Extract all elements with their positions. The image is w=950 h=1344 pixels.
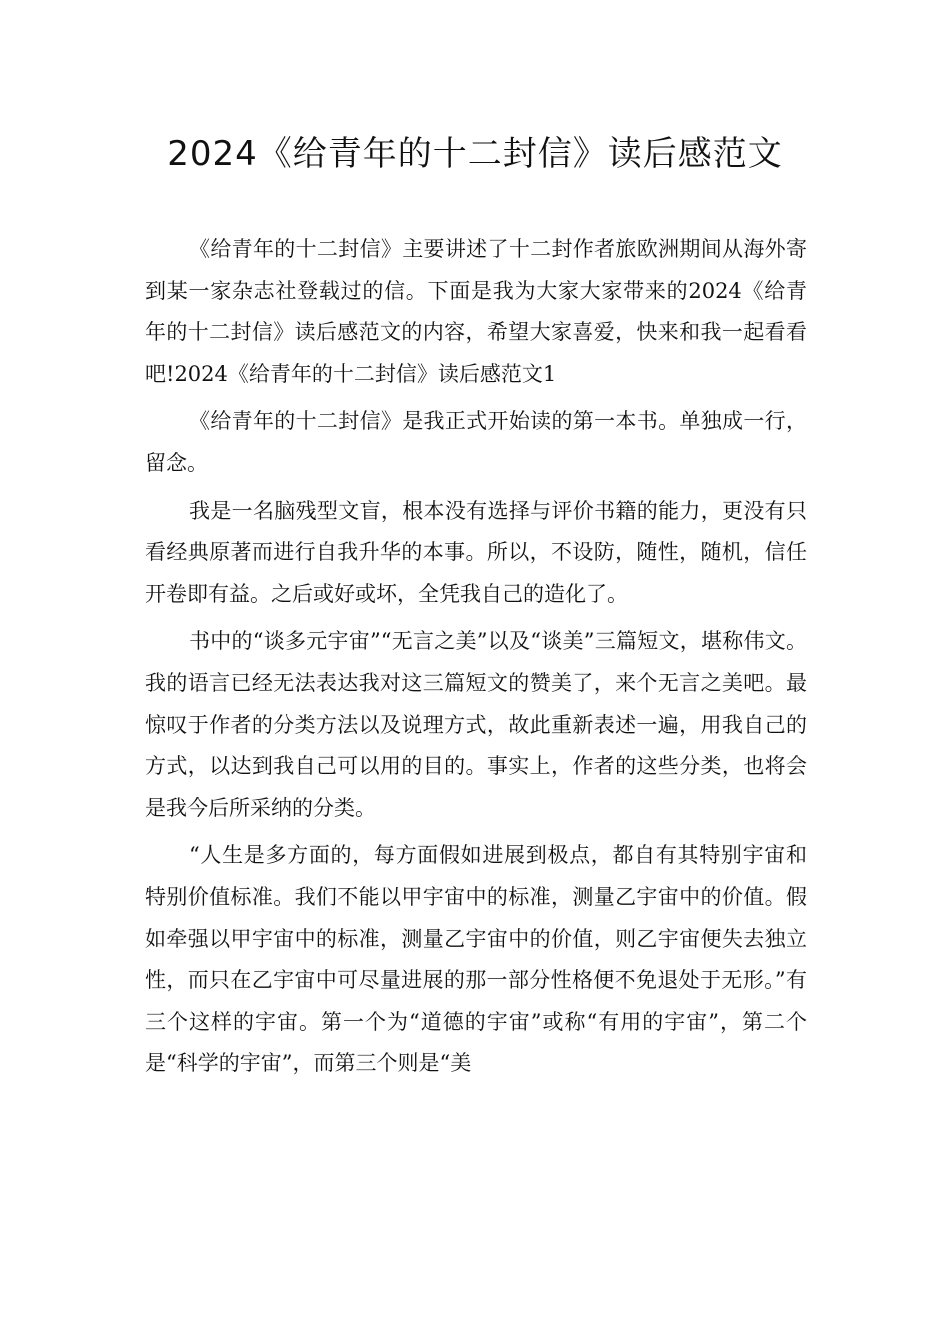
paragraph-first-book: 《给青年的十二封信》是我正式开始读的第一本书。单独成一行，留念。	[145, 409, 807, 475]
paragraph-self-description: 我是一名脑残型文盲，根本没有选择与评价书籍的能力，更没有只看经典原著而进行自我升华的本事。所以，不设防，随性，随机，信任开卷即有益。之后或好或坏，全凭我自己的造化了。	[145, 498, 807, 606]
paragraph-intro: 《给青年的十二封信》主要讲述了十二封作者旅欧洲期间从海外寄到某一家杂志社登载过的信。下面是我为大家大家带来的2024《给青年的十二封信》读后感范文的内容，希望大家喜爱，快来和我一起看看吧!2024《给青年的十二封信》读后感范文1	[145, 237, 807, 386]
document-body	[145, 229, 807, 1085]
document-title: 2024《给青年的十二封信》读后感范文	[167, 134, 783, 174]
paragraph-quote-universes: “人生是多方面的，每方面假如进展到极点，都自有其特别宇宙和特别价值标准。我们不能以甲宇宙中的标准，测量乙宇宙中的价值。假如牵强以甲宇宙中的标准，测量乙宇宙中的价值，则乙宇宙便失去独立性，而只在乙宇宙中可尽量进展的那一部分性格便不免退处于无形。”有三个这样的宇宙。第一个为“道德的宇宙”或称“有用的宇宙”，第二个是“科学的宇宙”，而第三个则是“美	[145, 843, 807, 1076]
paragraph-three-essays: 书中的“谈多元宇宙”“无言之美”以及“谈美”三篇短文，堪称伟文。我的语言已经无法表达我对这三篇短文的赞美了，来个无言之美吧。最惊叹于作者的分类方法以及说理方式，故此重新表述一遍，用我自己的方式，以达到我自己可以用的目的。事实上，作者的这些分类，也将会是我今后所采纳的分类。	[145, 629, 807, 820]
